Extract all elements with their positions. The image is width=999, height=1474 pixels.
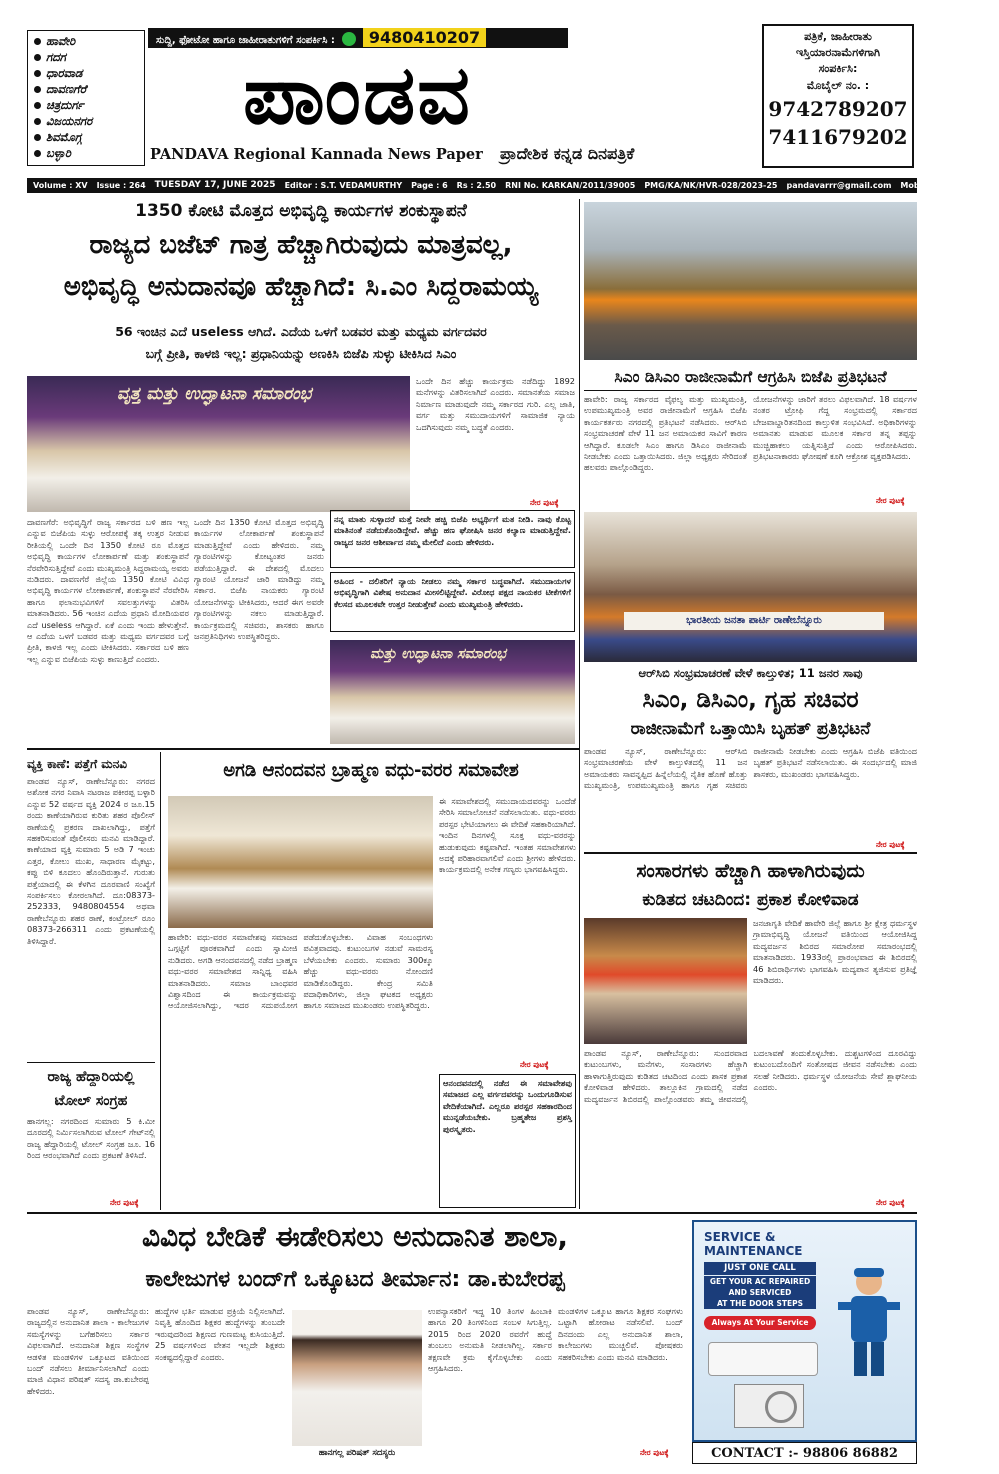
horizontal-rule — [27, 1212, 917, 1214]
city-item: ಧಾರವಾಡ — [28, 65, 144, 81]
logo: ಪಾಂಡವ — [243, 48, 472, 143]
tagline-kn: ಪ್ರಾದೇಶಿಕ ಕನ್ನಡ ದಿನಪತ್ರಿಕೆ — [500, 144, 635, 163]
technician-icon — [834, 1262, 904, 1382]
city-item: ಶಿವಮೊಗ್ಗ — [28, 129, 144, 145]
ad-box-line3: ಸಂಪರ್ಕಿಸಿ: — [818, 62, 858, 75]
bottom-headline-2: ಕಾಲೇಜುಗಳ ಬಂದ್‌ಗೆ ಒಕ್ಕೂಟದ ತೀರ್ಮಾನ: ಡಾ.ಕುಬೇರಪ್ಪ — [145, 1267, 565, 1292]
ad-title-1: SERVICE & — [704, 1230, 776, 1244]
lead-quote-1: ನನ್ನ ಮಾತು ಸುಳ್ಳಾದರೆ ಮತ್ತೆ ನೀವೇ ಹಚ್ಚಿ ಬಿಜೆಪಿ ಅಭ್ಯರ್ಥಿಗೆ ಮತ ನೀಡಿ. ನಾವು ಕೊಟ್ಟ ಮಾತಿನಂತೆ ನಡೆದುಕೊಂಡಿದ್ದೇವೆ. ಹೆಚ್ಚು ಹಣ ಘೋಷಿಸಿ ಜನರ ಕಲ್ಯಾಣ ಮಾಡುತ್ತಿದ್ದೇವೆ. ರಾಜ್ಯದ ಜನರ ಆಶೀರ್ವಾದ ನಮ್ಮ ಮೇಲಿದೆ ಎಂದು ಹೇಳಿದರು. — [330, 510, 575, 568]
family-headline-1: ಸಂಸಾರಗಳು ಹೆಚ್ಚಾಗಿ ಹಾಳಾಗಿರುವುದು — [636, 860, 865, 882]
ad-box-line1: ಪತ್ರಿಕೆ, ಜಾಹೀರಾತು — [804, 30, 872, 43]
continued-label: ನೇರ ಪುಟಕ್ಕೆ — [640, 1448, 669, 1457]
lead-sub-1: 56 ಇಂಚಿನ ಎದೆ useless ಆಗಿದೆ. ಎದೆಯ ಒಳಗೆ ಬಡವರ ಮತ್ತು ಮಧ್ಯಮ ವರ್ಗದವರ — [115, 324, 487, 339]
info-bar — [27, 178, 999, 193]
lead-headline-2: ಅಭಿವೃದ್ಧಿ ಅನುದಾನವೂ ಹೆಚ್ಚಾಗಿದೆ: ಸಿ.ಎಂ ಸಿದ್ದರಾಮಯ್ಯ — [63, 272, 539, 302]
wedding-body-right: ಈ ಸಮಾವೇಶದಲ್ಲಿ ಸಮುದಾಯದವರನ್ನು ಒಂದೆಡೆ ಸೇರಿಸಿ ಸಮಾಲೋಚನೆ ನಡೆಸಲಾಯಿತು. ವಧು-ವರರು ಪರಸ್ಪರ ಭೇಟಿಯಾಗಲು ಈ ವೇದಿಕೆ ಸಹಕಾರಿಯಾಗಿದೆ. ಇಂದಿನ ದಿನಗಳಲ್ಲಿ ಸೂಕ್ತ ವಧು-ವರರನ್ನು ಹುಡುಕುವುದು ಕಷ್ಟವಾಗಿದೆ. ಇಂತಹ ಸಮಾವೇಶಗಳು ಅದಕ್ಕೆ ಪರಿಹಾರವಾಗಲಿವೆ ಎಂದು ಶ್ರೀಗಳು ಹೇಳಿದರು. ಕಾರ್ಯಕ್ರಮದಲ್ಲಿ ಅನೇಕ ಗಣ್ಯರು ಭಾಗವಹಿಸಿದ್ದರು. — [439, 796, 576, 875]
email: pandavarrr@gmail.com — [786, 181, 892, 190]
bottom-photo-caption: ಹಾನಗಲ್ಲ ಪರಿಷತ್ ಸದಸ್ಯರು — [318, 1448, 396, 1458]
ad-box — [762, 24, 914, 168]
city-list — [27, 30, 145, 166]
right-body-left: ಹಾವೇರಿ: ರಾಜ್ಯ ಸರ್ಕಾರದ ವೈಫಲ್ಯ ಮತ್ತು ಮುಖ್ಯಮಂತ್ರಿ, ಉಪಮುಖ್ಯಮಂತ್ರಿ ಅವರ ರಾಜೀನಾಮೆಗೆ ಆಗ್ರಹಿಸಿ ಬಿಜೆಪಿ ಕಾರ್ಯಕರ್ತರು ನಗರದಲ್ಲಿ ಪ್ರತಿಭಟನೆ ನಡೆಸಿದರು. ಆರ್‌ಸಿಬಿ ಸಂಭ್ರಮಾಚರಣೆ ವೇಳೆ 11 ಜನ ಅಮಾಯಕರ ಸಾವಿಗೆ ಕಾರಣ ಆಗಿದ್ದಾರೆ. ಕೂಡಲೇ ಸಿಎಂ ಹಾಗೂ ಡಿಸಿಎಂ ರಾಜೀನಾಮೆ ನೀಡಬೇಕು ಎಂದು ಒತ್ತಾಯಿಸಿದರು. ಜಿಲ್ಲಾ ಅಧ್ಯಕ್ಷರು ಸೇರಿದಂತೆ ಹಲವರು ಪಾಲ್ಗೊಂಡಿದ್ದರು. — [584, 394, 747, 473]
mobile: Mob No.: 9742789207 — [900, 181, 999, 190]
city-item: ಗದಗ — [28, 49, 144, 65]
city-item: ವಿಜಯನಗರ — [28, 113, 144, 129]
protest-photo-1 — [584, 202, 917, 360]
bottom-photo — [292, 1310, 422, 1446]
right-body-2: ಪಾಂಡವ ನ್ಯೂಸ್, ರಾಣೇಬೆನ್ನೂರು: ಆರ್‌ಸಿಬಿ ಸಂಭ್ರಮಾಚರಣೆಯ ವೇಳೆ ಕಾಲ್ತುಳಿತದಲ್ಲಿ 11 ಜನ ಅಮಾಯಕರು ಸಾವನ್ನಪ್ಪಿದ ಹಿನ್ನೆಲೆಯಲ್ಲಿ ನೈತಿಕ ಹೊಣೆ ಹೊತ್ತು ಮುಖ್ಯಮಂತ್ರಿ, ಉಪಮುಖ್ಯಮಂತ್ರಿ ಹಾಗೂ ಗೃಹ ಸಚಿವರು ರಾಜೀನಾಮೆ ನೀಡಬೇಕು ಎಂದು ಆಗ್ರಹಿಸಿ ಬಿಜೆಪಿ ವತಿಯಿಂದ ಬೃಹತ್ ಪ್ರತಿಭಟನೆ ನಡೆಸಲಾಯಿತು. ಈ ಸಂದರ್ಭದಲ್ಲಿ ಮಾಜಿ ಶಾಸಕರು, ಮುಖಂಡರು ಭಾಗವಹಿಸಿದ್ದರು. — [584, 746, 917, 791]
continued-label: ನೇರ ಪುಟಕ್ಕೆ — [530, 498, 559, 507]
right-headline-2b: ರಾಜೀನಾಮೆಗೆ ಒತ್ತಾಯಿಸಿ ಬೃಹತ್ ಪ್ರತಿಭಟನೆ — [630, 719, 871, 739]
ad-title-2: MAINTENANCE — [704, 1244, 803, 1258]
continued-label: ನೇರ ಪುಟಕ್ಕೆ — [520, 1060, 549, 1069]
rni: RNI No. KARKAN/2011/39005 — [505, 181, 636, 190]
protest-banner-text: ಭಾರತೀಯ ಜನತಾ ಪಾರ್ಟಿ ರಾಣೇಬೆನ್ನೂರು — [624, 612, 884, 630]
wedding-headline: ಅಗಡಿ ಆನಂದವನ ಬ್ರಾಹ್ಮಣ ವಧು-ವರರ ಸಮಾವೇಶ — [223, 760, 519, 781]
family-body-bottom: ಪಾಂಡವ ನ್ಯೂಸ್, ರಾಣೇಬೆನ್ನೂರು: ಸುಂದರವಾದ ಕುಟುಂಬಗಳು, ಮನೆಗಳು, ಸಂಸಾರಗಳು ಹೆಚ್ಚಾಗಿ ಹಾಳಾಗುತ್ತಿರುವುದು ಕುಡಿತದ ಚಟದಿಂದ ಎಂದು ಶಾಸಕ ಪ್ರಕಾಶ ಕೋಳಿವಾಡ ಹೇಳಿದರು. ತಾಲ್ಲೂಕಿನ ಗ್ರಾಮದಲ್ಲಿ ನಡೆದ ಮದ್ಯವರ್ಜನ ಶಿಬಿರದಲ್ಲಿ ಪಾಲ್ಗೊಂಡವರು ತಮ್ಮ ಜೀವನದಲ್ಲಿ ಬದಲಾವಣೆ ತಂದುಕೊಳ್ಳಬೇಕು. ದುಶ್ಚಟಗಳಿಂದ ದೂರವಿದ್ದು ಕುಟುಂಬದೊಂದಿಗೆ ಸಂತೋಷದ ಜೀವನ ನಡೆಸಬೇಕು ಎಂದು ಸಲಹೆ ನೀಡಿದರು. ಧರ್ಮಸ್ಥಳ ಯೋಜನೆಯ ಸೇವೆ ಶ್ಲಾಘನೀಯ ಎಂದರು. — [584, 1048, 917, 1104]
whatsapp-number: 9480410207 — [363, 28, 486, 47]
city-item: ದಾವಣಗೆರೆ — [28, 81, 144, 97]
price: Rs : 2.50 — [456, 181, 497, 190]
column-divider — [160, 752, 161, 1210]
continued-label: ನೇರ ಪುಟಕ್ಕೆ — [876, 496, 905, 505]
column-divider — [579, 199, 580, 1209]
side-kicker: ವ್ಯಕ್ತಿ ಕಾಣೆ: ಪತ್ತೆಗೆ ಮನವಿ — [27, 757, 128, 771]
right-headline-1: ಸಿಎಂ ಡಿಸಿಎಂ ರಾಜೀನಾಮೆಗೆ ಆಗ್ರಹಿಸಿ ಬಿಜೆಪಿ ಪ್ರತಿಭಟನೆ — [584, 364, 917, 391]
right-kicker-2: ಆರ್‌ಸಿಬಿ ಸಂಭ್ರಮಾಚರಣೆ ವೇಳೆ ಕಾಲ್ತುಳಿತ; 11 ಜನರ ಸಾವು — [638, 666, 863, 680]
wedding-photo — [168, 796, 433, 928]
lead-kicker: 1350 ಕೋಟಿ ಮೊತ್ತದ ಅಭಿವೃದ್ಧಿ ಕಾರ್ಯಗಳ ಶಂಕುಸ್ಥಾಪನೆ — [135, 201, 467, 221]
fan-icon — [765, 1391, 797, 1423]
protest-photo-2 — [584, 512, 917, 662]
lead-body-3: ಒಂದೇ ದಿನ ಹೆಚ್ಚು ಕಾರ್ಯಕ್ರಮ ನಡೆದಿದ್ದು 1892 ಮನೆಗಳನ್ನು ವಿತರಿಸಲಾಗಿದೆ ಎಂದರು. ಸಮಾನತೆಯ ಸಮಾಜ ನಿರ್ಮಾಣ ಮಾಡುವುದೇ ನಮ್ಮ ಸರ್ಕಾರದ ಗುರಿ. ಎಲ್ಲ ಜಾತಿ, ವರ್ಗ ಮತ್ತು ಸಮುದಾಯಗಳಿಗೆ ಸಾಮಾಜಿಕ ನ್ಯಾಯ ಒದಗಿಸುವುದು ನಮ್ಮ ಬದ್ಧತೆ ಎಂದರು. — [416, 376, 575, 432]
right-headline-2a: ಸಿಎಂ, ಡಿಸಿಎಂ, ಗೃಹ ಸಚಿವರ — [642, 687, 859, 713]
ad-contact: CONTACT :- 98806 86882 — [692, 1442, 917, 1464]
bottom-body-2: ಹುದ್ದೆಗಳ ಭರ್ತಿ ಮಾಡುವ ಪ್ರಕ್ರಿಯೆ ನಿಲ್ಲಿಸಲಾಗಿದೆ. ನಿವೃತ್ತಿ ಹೊಂದಿದ ಶಿಕ್ಷಕರ ಹುದ್ದೆಗಳನ್ನು ತುಂಬದೇ ಇರುವುದರಿಂದ ಶಿಕ್ಷಣದ ಗುಣಮಟ್ಟ ಕುಸಿಯುತ್ತಿದೆ. 25 ವರ್ಷಗಳಿಂದ ವೇತನ ಇಲ್ಲದೇ ಶಿಕ್ಷಕರು ಸಂಕಷ್ಟದಲ್ಲಿದ್ದಾರೆ ಎಂದರು. — [155, 1306, 285, 1362]
side-body-2: ಹಾನಗಲ್ಲ: ನಗರದಿಂದ ಸುಮಾರು 5 ಕಿ.ಮೀ ದೂರದಲ್ಲಿ ನಿರ್ಮಿಸಲಾಗಿರುವ ಟೋಲ್ ಗೇಟ್‌ನಲ್ಲಿ ರಾಜ್ಯ ಹೆದ್ದಾರಿಯಲ್ಲಿ ಟೋಲ್ ಸಂಗ್ರಹ ಜೂ. 16 ರಿಂದ ಆರಂಭವಾಗಿದೆ ಎಂದು ಪ್ರಕಟಣೆ ತಿಳಿಸಿದೆ. — [27, 1116, 155, 1161]
ad-line-1: JUST ONE CALL — [704, 1262, 816, 1275]
editor: Editor : S.T. VEDAMURTHY — [284, 181, 403, 190]
lead-photo-1 — [27, 376, 410, 512]
side-kicker-2a: ರಾಜ್ಯ ಹೆದ್ದಾರಿಯಲ್ಲಿ — [47, 1069, 135, 1085]
bottom-body-4: ಮಂಡಳಿಗಳ ಒಕ್ಕೂಟ ಹಾಗೂ ಶಿಕ್ಷಕರ ಸಂಘಗಳು ಒಟ್ಟಾಗಿ ಹೋರಾಟ ನಡೆಸಲಿವೆ. ಬಂದ್ ದಿನದಂದು ಎಲ್ಲ ಅನುದಾನಿತ ಶಾಲಾ, ಕಾಲೇಜುಗಳು ಮುಚ್ಚಲಿವೆ. ಪೋಷಕರು ಸಹಕರಿಸಬೇಕು ಎಂದು ಮನವಿ ಮಾಡಿದರು. — [558, 1306, 683, 1362]
air-conditioner-icon — [708, 1342, 818, 1376]
city-item: ಚಿತ್ರದುರ್ಗ — [28, 97, 144, 113]
side-body: ಪಾಂಡವ ನ್ಯೂಸ್, ರಾಣೇಬೆನ್ನೂರು: ನಗರದ ಅಶೋಕ ನಗರ ನಿವಾಸಿ ನಟರಾಜ ಪಕೀರಪ್ಪ ಬಳ್ಳಾರಿ ಎನ್ನುವ 52 ವರ್ಷದ ವ್ಯಕ್ತಿ 2024 ರ ಜೂ.15 ರಂದು ಕಾಣೆಯಾಗಿರುವ ಕುರಿತು ಶಹರ ಪೊಲೀಸ್ ಠಾಣೆಯಲ್ಲಿ ಪ್ರಕರಣ ದಾಖಲಾಗಿದ್ದು, ಪತ್ತೆಗೆ ಸಹಕರಿಸುವಂತೆ ಪೊಲೀಸರು ಮನವಿ ಮಾಡಿದ್ದಾರೆ. ಕಾಣೆಯಾದ ವ್ಯಕ್ತಿ ಸುಮಾರು 5 ಅಡಿ 7 ಇಂಚು ಎತ್ತರ, ಕೋಲು ಮುಖ, ಸಾಧಾರಣ ಮೈಕಟ್ಟು, ಕಪ್ಪು ಬಿಳಿ ಕೂದಲು ಹೊಂದಿರುತ್ತಾನೆ. ಗುರುತು ಪತ್ತೆಯಾದಲ್ಲಿ ಈ ಕೆಳಗಿನ ದೂರವಾಣಿ ಸಂಖ್ಯೆಗೆ ಸಂಪರ್ಕಿಸಲು ಕೋರಲಾಗಿದೆ. ದೂ:08373-252333, 9480804554 ಅಥವಾ ರಾಣೇಬೆನ್ನೂರು ಶಹರ ಠಾಣೆ, ಕಂಟ್ರೋಲ್ ರೂಂ 08373-266311 ಎಂದು ಪ್ರಕಟಣೆಯಲ್ಲಿ ತಿಳಿಸಿದ್ದಾರೆ. — [27, 776, 155, 946]
contact-strip — [148, 28, 568, 48]
bottom-body-1: ಪಾಂಡವ ನ್ಯೂಸ್, ರಾಣೇಬೆನ್ನೂರು: ರಾಜ್ಯದಲ್ಲಿನ ಅನುದಾನಿತ ಶಾಲಾ - ಕಾಲೇಜುಗಳ ಸಮಸ್ಯೆಗಳನ್ನು ಬಗೆಹರಿಸಲು ಸರ್ಕಾರ ವಿಫಲವಾಗಿದೆ. ಅನುದಾನಿತ ಶಿಕ್ಷಣ ಸಂಸ್ಥೆಗಳ ಆಡಳಿತ ಮಂಡಳಿಗಳ ಒಕ್ಕೂಟದ ವತಿಯಿಂದ ಬಂದ್ ನಡೆಸಲು ತೀರ್ಮಾನಿಸಲಾಗಿದೆ ಎಂದು ಮಾಜಿ ವಿಧಾನ ಪರಿಷತ್ ಸದಸ್ಯ ಡಾ.ಕುಬೇರಪ್ಪ ಹೇಳಿದರು. — [27, 1306, 149, 1396]
ad-box-line4: ಮೊಬೈಲ್ ನಂ. : — [806, 79, 870, 92]
lead-photo-2 — [330, 640, 575, 744]
lead-body-2: ಒಂದೇ ದಿನ 1350 ಕೋಟಿ ಮೊತ್ತದ ಅಭಿವೃದ್ಧಿ ಕಾರ್ಯಗಳ ಲೋಕಾರ್ಪಣೆ ಶಂಕುಸ್ಥಾಪನೆ ಮಾಡುತ್ತಿದ್ದೇವೆ ಎಂದು ಹೇಳಿದರು. ನಮ್ಮ ಗ್ಯಾರಂಟಿಗಳನ್ನು ಕೋಟ್ಯಂತರ ಜನರು ಪಡೆಯುತ್ತಿದ್ದಾರೆ. ಈ ದೇಶದಲ್ಲಿ ಮೊದಲು ಗ್ಯಾರಂಟಿ ಯೋಜನೆ ಜಾರಿ ಮಾಡಿದ್ದು ನಮ್ಮ ಸರ್ಕಾರ. ಬಿಜೆಪಿ ನಾಯಕರು ಗ್ಯಾರಂಟಿ ಯೋಜನೆಗಳನ್ನು ಟೀಕಿಸಿದರು, ಆದರೆ ಈಗ ಅವರೇ ಗ್ಯಾರಂಟಿಗಳನ್ನು ನಕಲು ಮಾಡುತ್ತಿದ್ದಾರೆ. ಕಾರ್ಯಕ್ರಮದಲ್ಲಿ ಸಚಿವರು, ಶಾಸಕರು ಹಾಗೂ ಜನಪ್ರತಿನಿಧಿಗಳು ಉಪಸ್ಥಿತರಿದ್ದರು. — [194, 517, 324, 642]
lead-headline-1: ರಾಜ್ಯದ ಬಜೆಟ್ ಗಾತ್ರ ಹೆಚ್ಚಾಗಿರುವುದು ಮಾತ್ರವಲ್ಲ, — [89, 230, 513, 260]
ad-line-4: AT THE DOOR STEPS — [704, 1298, 816, 1309]
page-number: Page : 6 — [411, 181, 448, 190]
family-photo — [584, 918, 747, 1044]
issue: Issue : 264 — [96, 181, 146, 190]
contact-strip-text: ಸುದ್ದಿ, ಫೋಟೋ ಹಾಗೂ ಜಾಹೀರಾತುಗಳಿಗೆ ಸಂಪರ್ಕಿಸಿ : — [156, 35, 335, 46]
wedding-body-bottom: ಹಾವೇರಿ: ವಧು-ವರರ ಸಮಾವೇಶವು ಸಮಾಜದ ಒಗ್ಗಟ್ಟಿಗೆ ಪೂರಕವಾಗಿದೆ ಎಂದು ಸ್ವಾಮೀಜಿ ನುಡಿದರು. ಅಗಡಿ ಆನಂದವನದಲ್ಲಿ ನಡೆದ ಬ್ರಾಹ್ಮಣ ವಧು-ವರರ ಸಮಾವೇಶದ ಸಾನ್ನಿಧ್ಯ ವಹಿಸಿ ಮಾತನಾಡಿದರು. ಸಮಾಜ ಬಾಂಧವರ ವಿಶ್ವಾಸದಿಂದ ಈ ಕಾರ್ಯಕ್ರಮವನ್ನು ಆಯೋಜಿಸಲಾಗಿದ್ದು, ಇದರ ಸದುಪಯೋಗ ಪಡೆದುಕೊಳ್ಳಬೇಕು. ವಿವಾಹ ಸಂಬಂಧಗಳು ಪವಿತ್ರವಾದವು. ಕುಟುಂಬಗಳ ನಡುವೆ ಸಾಮರಸ್ಯ ಬೆಳೆಯಬೇಕು ಎಂದರು. ಸುಮಾರು 300ಕ್ಕೂ ಹೆಚ್ಚು ವಧು-ವರರು ನೋಂದಣಿ ಮಾಡಿಕೊಂಡಿದ್ದರು. ಕೇಂದ್ರ ಸಮಿತಿ ಪದಾಧಿಕಾರಿಗಳು, ಜಿಲ್ಲಾ ಘಟಕದ ಅಧ್ಯಕ್ಷರು ಹಾಗೂ ಸಮಾಜದ ಮುಖಂಡರು ಉಪಸ್ಥಿತರಿದ್ದರು. — [168, 932, 433, 1011]
ad-badge: Always At Your Service — [704, 1316, 816, 1330]
family-body-right: ಜನಜಾಗೃತಿ ವೇದಿಕೆ ಹಾವೇರಿ ಜಿಲ್ಲೆ ಹಾಗೂ ಶ್ರೀ ಕ್ಷೇತ್ರ ಧರ್ಮಸ್ಥಳ ಗ್ರಾಮಾಭಿವೃದ್ಧಿ ಯೋಜನೆ ವತಿಯಿಂದ ಆಯೋಜಿಸಿದ್ದ ಮದ್ಯವರ್ಜನ ಶಿಬಿರದ ಸಮಾರೋಪ ಸಮಾರಂಭದಲ್ಲಿ ಮಾತನಾಡಿದರು. 1933ರಲ್ಲಿ ಪ್ರಾರಂಭವಾದ ಈ ಶಿಬಿರದಲ್ಲಿ 46 ಶಿಬಿರಾರ್ಥಿಗಳು ಭಾಗವಹಿಸಿ ಮದ್ಯಪಾನ ತ್ಯಜಿಸುವ ಪ್ರತಿಜ್ಞೆ ಮಾಡಿದರು. — [753, 918, 917, 986]
horizontal-rule — [584, 852, 917, 854]
ad-line-2: GET YOUR AC REPAIRED — [704, 1276, 816, 1287]
lead-body-1: ದಾವಣಗೆರೆ: ಅಭಿವೃದ್ಧಿಗೆ ರಾಜ್ಯ ಸರ್ಕಾರದ ಬಳಿ ಹಣ ಇಲ್ಲ ಎನ್ನುವ ಬಿಜೆಪಿಯ ಸುಳ್ಳು ಆರೋಪಕ್ಕೆ ತಕ್ಕ ಉತ್ತರ ನೀಡುವ ರೀತಿಯಲ್ಲಿ ಒಂದೇ ದಿನ 1350 ಕೋಟಿ ರೂ ಮೊತ್ತದ ಅಭಿವೃದ್ಧಿ ಕಾರ್ಯಗಳ ಲೋಕಾರ್ಪಣೆ ಮತ್ತು ಶಂಕುಸ್ಥಾಪನೆ ನೆರವೇರಿಸುತ್ತಿದ್ದೇವೆ ಎಂದು ಮುಖ್ಯಮಂತ್ರಿ ಸಿದ್ದರಾಮಯ್ಯ ಅವರು ನುಡಿದರು. ದಾವಣಗೆರೆ ಜಿಲ್ಲೆಯ 1350 ಕೋಟಿ ವಿವಿಧ ಅಭಿವೃದ್ಧಿ ಕಾರ್ಯಗಳ ಲೋಕಾರ್ಪಣೆ, ಶಂಕುಸ್ಥಾಪನೆ ನೆರವೇರಿಸಿ ಹಾಗೂ ಫಲಾನುಭವಿಗಳಿಗೆ ಸವಲತ್ತುಗಳನ್ನು ವಿತರಿಸಿ ಮಾತನಾಡಿದರು. 56 ಇಂಚಿನ ಎದೆಯ ಪ್ರಧಾನಿ ಮೋದಿಯವರ ಎದೆ useless ಆಗಿದ್ದಾರೆ. ಏಕೆ ಎಂದು ಇಂದು ಹೇಳುತ್ತೇನೆ. ಆ ಎದೆಯ ಒಳಗೆ ಬಡವರ ಮತ್ತು ಮಧ್ಯಮ ವರ್ಗದವರ ಬಗ್ಗೆ ಪ್ರೀತಿ, ಕಾಳಜಿ ಇಲ್ಲ ಎಂದು ಟೀಕಿಸಿದರು. ಸರ್ಕಾರದ ಬಳಿ ಹಣ ಇಲ್ಲ ಎನ್ನುವ ಬಿಜೆಪಿಯ ಸುಳ್ಳು ಕಾಣುತ್ತಿದೆ ಎಂದರು. — [27, 517, 189, 664]
continued-label: ನೇರ ಪುಟಕ್ಕೆ — [876, 840, 905, 849]
tagline-en: PANDAVA Regional Kannada News Paper — [150, 146, 483, 163]
side-kicker-2b: ಟೋಲ್ ಸಂಗ್ರಹ — [54, 1093, 128, 1109]
lead-sub-2: ಬಗ್ಗೆ ಪ್ರೀತಿ, ಕಾಳಜಿ ಇಲ್ಲ: ಪ್ರಧಾನಿಯನ್ನು ಅಣಕಿಸಿ ಬಿಜೆಪಿ ಸುಳ್ಳು ಟೀಕಿಸಿದ ಸಿಎಂ — [145, 346, 457, 361]
wedding-quote: ಆನಂದವನದಲ್ಲಿ ನಡೆದ ಈ ಸಮಾವೇಶವು ಸಮಾಜದ ಎಲ್ಲ ವರ್ಗದವರನ್ನು ಒಂದುಗೂಡಿಸುವ ವೇದಿಕೆಯಾಗಿದೆ. ಎಲ್ಲರೂ ಪರಸ್ಪರ ಸಹಕಾರದಿಂದ ಮುನ್ನಡೆಯಬೇಕು. ಬ್ರಹ್ಮತೇಜ ಪ್ರಶಸ್ತಿ ಪುರಸ್ಕೃತರು. — [439, 1074, 576, 1208]
ad-box-phone2: 7411679202 — [768, 125, 908, 149]
bottom-headline-1: ವಿವಿಧ ಬೇಡಿಕೆ ಈಡೇರಿಸಲು ಅನುದಾನಿತ ಶಾಲಾ, — [141, 1220, 569, 1253]
city-item: ಬಳ್ಳಾರಿ — [28, 145, 144, 161]
continued-label: ನೇರ ಪುಟಕ್ಕೆ — [110, 1198, 139, 1207]
bottom-body-3: ಉಪನ್ಯಾಸಕರಿಗೆ ಇದ್ದ 10 ತಿಂಗಳ ಹಿಂಬಾಕಿ ಹಾಗೂ 20 ತಿಂಗಳಿನಿಂದ ಸಂಬಳ ಸಿಗುತ್ತಿಲ್ಲ. 2015 ರಿಂದ 2020 ರವರೆಗೆ ಹುದ್ದೆ ತುಂಬಲು ಅನುಮತಿ ನೀಡಲಾಗಿಲ್ಲ. ಸರ್ಕಾರ ತಕ್ಷಣವೇ ಕ್ರಮ ಕೈಗೊಳ್ಳಬೇಕು ಎಂದು ಆಗ್ರಹಿಸಿದರು. — [428, 1306, 552, 1374]
horizontal-rule — [27, 1062, 155, 1063]
volume: Volume : XV — [33, 181, 88, 190]
city-item: ಹಾವೇರಿ — [28, 33, 144, 49]
pmg: PMG/KA/NK/HVR-028/2023-25 — [644, 181, 778, 190]
right-body-right: ಯೋಜನೆಗಳನ್ನು ಜಾರಿಗೆ ತರಲು ವಿಫಲವಾಗಿದೆ. 18 ವರ್ಷಗಳ ನಂತರ ಟ್ರೋಫಿ ಗೆದ್ದ ಸಂಭ್ರಮದಲ್ಲಿ ಸರ್ಕಾರದ ಬೇಜವಾಬ್ದಾರಿತನದಿಂದ ಕಾಲ್ತುಳಿತ ಸಂಭವಿಸಿದೆ. ಅಧಿಕಾರಿಗಳನ್ನು ಅಮಾನತು ಮಾಡುವ ಮೂಲಕ ಸರ್ಕಾರ ತನ್ನ ತಪ್ಪನ್ನು ಮುಚ್ಚಿಹಾಕಲು ಯತ್ನಿಸುತ್ತಿದೆ ಎಂದು ಆರೋಪಿಸಿದರು. ಪ್ರತಿಭಟನಾಕಾರರು ಘೋಷಣೆ ಕೂಗಿ ಆಕ್ರೋಶ ವ್ಯಕ್ತಪಡಿಸಿದರು. — [753, 394, 917, 462]
date: TUESDAY 17, JUNE 2025 — [154, 180, 276, 190]
lead-quote-2: ಅಹಿಂದ - ದಲಿತರಿಗೆ ನ್ಯಾಯ ನೀಡಲು ನಮ್ಮ ಸರ್ಕಾರ ಬದ್ಧವಾಗಿದೆ. ಸಮುದಾಯಗಳ ಅಭಿವೃದ್ಧಿಗಾಗಿ ವಿಶೇಷ ಅನುದಾನ ಮೀಸಲಿಟ್ಟಿದ್ದೇವೆ. ವಿರೋಧ ಪಕ್ಷದ ನಾಯಕರ ಟೀಕೆಗಳಿಗೆ ಕೆಲಸದ ಮೂಲಕವೇ ಉತ್ತರ ನೀಡುತ್ತೇವೆ ಎಂದು ಮುಖ್ಯಮಂತ್ರಿ ಹೇಳಿದರು. — [330, 572, 575, 632]
ac-service-ad — [692, 1220, 917, 1442]
photo-banner-text: ಮತ್ತು ಉದ್ಘಾಟನಾ ಸಮಾರಂಭ — [370, 646, 506, 662]
ad-line-3: AND SERVICED — [704, 1287, 816, 1298]
whatsapp-icon — [342, 32, 356, 46]
ad-box-phone1: 9742789207 — [768, 97, 908, 121]
family-headline-2: ಕುಡಿತದ ಚಟದಿಂದ: ಪ್ರಕಾಶ ಕೋಳಿವಾಡ — [642, 890, 859, 910]
photo-banner-text: ವೃತ್ತ ಮತ್ತು ಉದ್ಘಾಟನಾ ಸಮಾರಂಭ — [117, 384, 312, 404]
outdoor-unit-icon — [734, 1384, 804, 1428]
continued-label: ನೇರ ಪುಟಕ್ಕೆ — [876, 1198, 905, 1207]
horizontal-rule — [27, 748, 579, 750]
ad-box-line2: ಇಸ್ತಿಯಾರನಾಮೆಗಳಿಗಾಗಿ — [795, 46, 881, 59]
masthead — [0, 0, 945, 176]
